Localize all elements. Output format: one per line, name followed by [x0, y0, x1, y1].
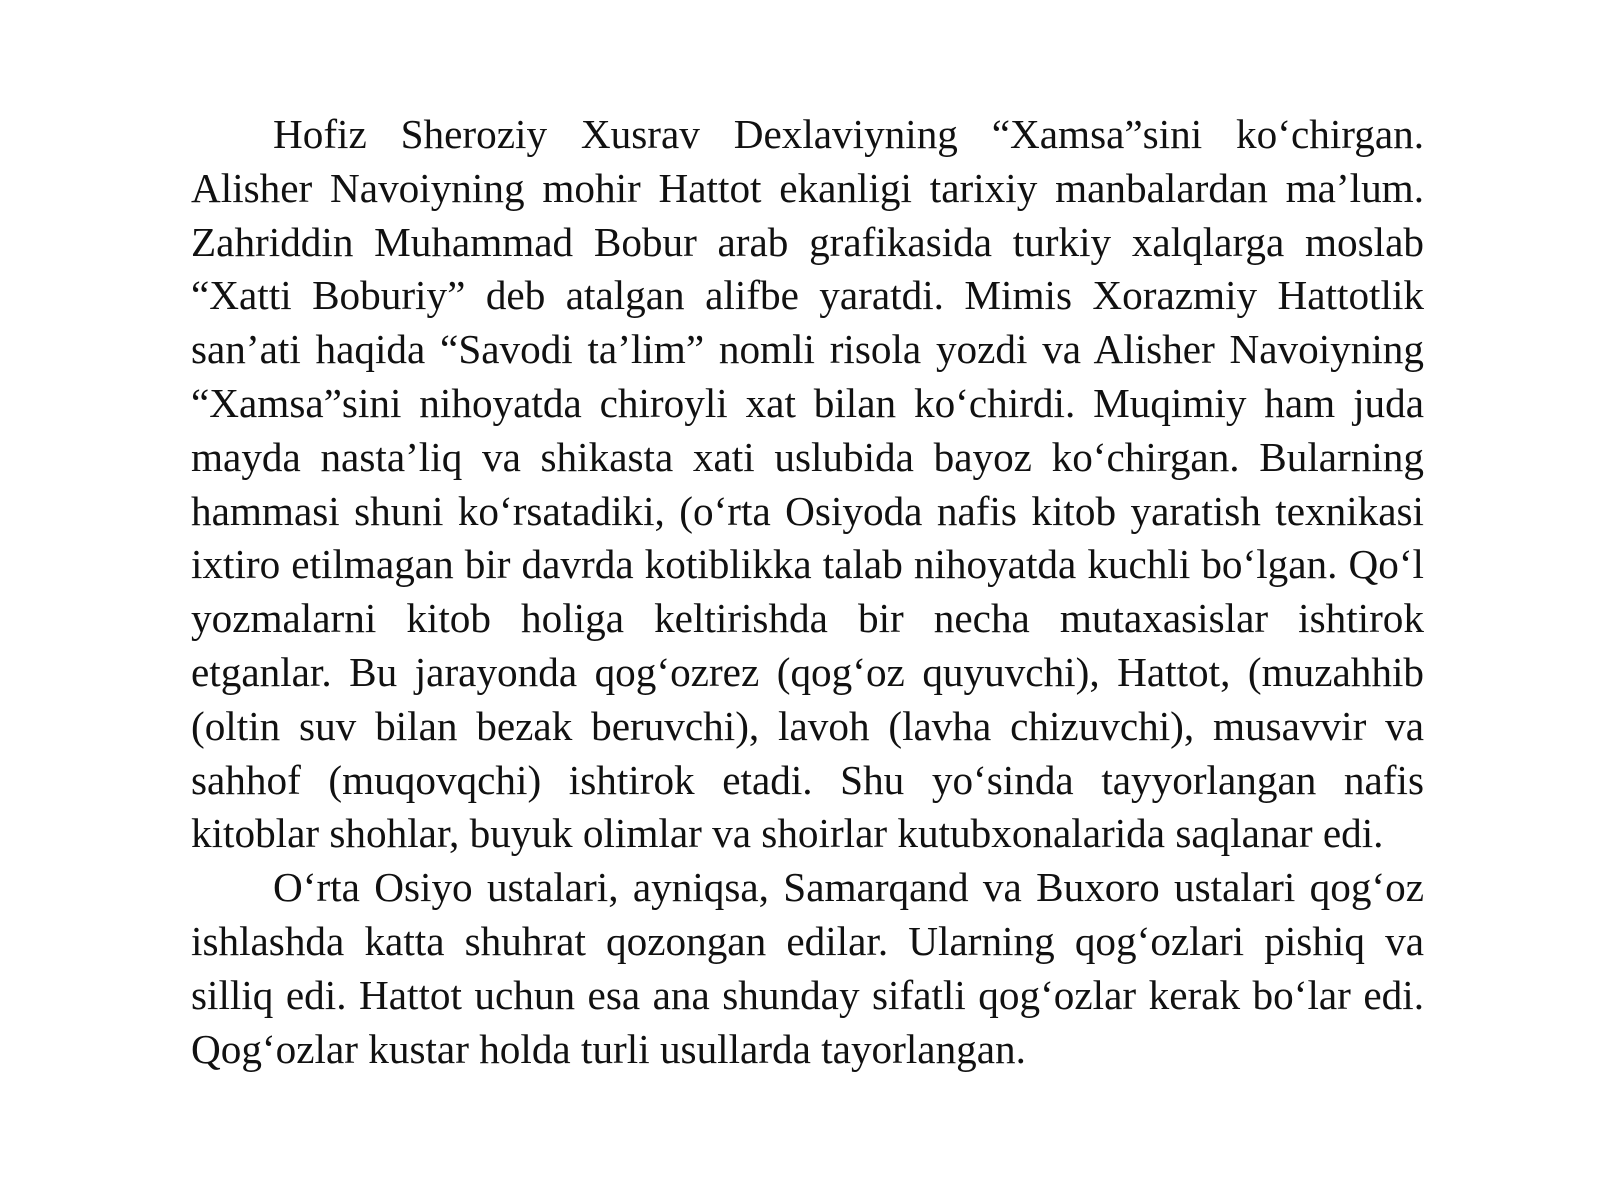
body-text	[191, 108, 1424, 1076]
paragraph-2: Oʻrta Osiyo ustalari, ayniqsa, Samarqand va Buxoro ustalari qogʻoz ishlashda katta shuhrat qozongan edilar. Ularning qogʻozlari pishiq va silliq edi. Hattot uchun esa ana shunday sifatli qogʻozlar kerak boʻlar edi. Qogʻozlar kustar holda turli usullarda tayorlangan.	[191, 864, 1424, 1072]
paragraph-1: Hofiz Sheroziy Xusrav Dexlaviyning “Xamsa”sini koʻchirgan. Alisher Navoiyning mohir Hattot ekanligi tarixiy manbalardan ma’lum. Zahriddin Muhammad Bobur arab grafikasida turkiy xalqlarga moslab “Xatti Boburiy” deb atalgan alifbe yaratdi. Mimis Xorazmiy Hattotlik san’ati haqida “Savodi ta’lim” nomli risola yozdi va Alisher Navoiyning “Xamsa”sini nihoyatda chiroyli xat bilan koʻchirdi. Muqimiy ham juda mayda nasta’liq va shikasta xati uslubida bayoz koʻchirgan. Bularning hammasi shuni koʻrsatadiki, (oʻrta Osiyoda nafis kitob yaratish texnikasi ixtiro etilmagan bir davrda kotiblikka talab nihoyatda kuchli boʻlgan. Qoʻl yozmalarni kitob holiga keltirishda bir necha mutaxasislar ishtirok etganlar. Bu jarayonda qogʻozrez (qogʻoz quyuvchi), Hattot, (muzahhib (oltin suv bilan bezak beruvchi), lavoh (lavha chizuvchi), musavvir va sahhof (muqovqchi) ishtirok etadi. Shu yoʻsinda tayyorlangan nafis kitoblar shohlar, buyuk olimlar va shoirlar kutubxonalarida saqlanar edi.	[191, 111, 1424, 857]
